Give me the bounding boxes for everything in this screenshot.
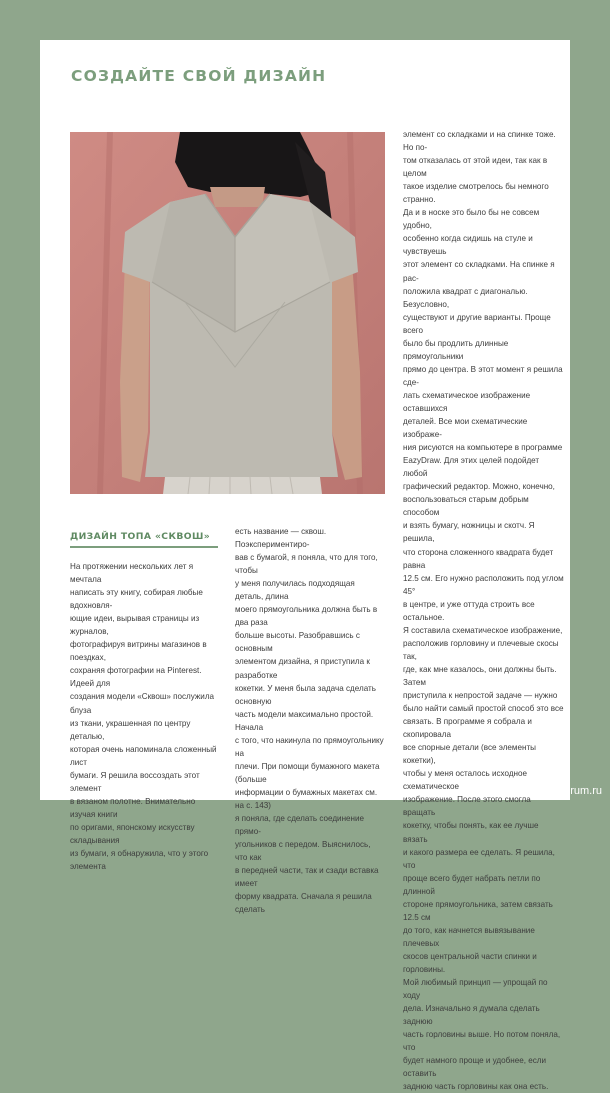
text-line: Я составила схематическое изображение, [403, 625, 563, 635]
text-line: и взять бумагу, ножницы и скотч. Я решила, [403, 521, 535, 544]
text-line: графический редактор. Можно, конечно, [403, 482, 555, 492]
text-line: угольников с передом. Выяснилось, что как [235, 840, 371, 863]
text-line: вав с бумагой, я поняла, что для того, чтобы [235, 553, 378, 576]
text-line: существуют и другие варианты. Проще всего [403, 312, 551, 335]
text-line: этот элемент со складками. На спинке я рас- [403, 260, 555, 283]
text-line: Мой любимый принцип — упрощай по ходу [403, 978, 548, 1001]
text-line: изображение. После этого смогла вращать [403, 795, 531, 818]
text-line: особенно когда сидишь на стуле и чувствуешь [403, 234, 533, 257]
text-line: стороне прямоугольника, затем связать 12.5 см [403, 899, 553, 922]
model-neck [210, 187, 265, 207]
text-line: есть название — сквош. Поэкспериментиро- [235, 527, 327, 550]
text-line: по оригами, японскому искусству складывания [70, 822, 195, 845]
text-line: На протяжении нескольких лет я мечтала [70, 562, 194, 585]
text-line: бумаги. Я решила воссоздать этот элемент [70, 770, 200, 793]
text-line: из бумаги, я обнаружила, что у этого элемента [70, 849, 209, 872]
text-line: с того, что накинула по прямоугольнику на [235, 735, 384, 758]
model-left-arm [120, 252, 150, 482]
text-line: информации о бумажных макетах см. на с. 143) [235, 787, 378, 810]
text-line: в центре, и уже оттуда строить все остальное. [403, 599, 535, 622]
text-line: часть горловины выше. Но потом поняла, что [403, 1030, 561, 1053]
text-line: деталей. Все мои схематические изображе- [403, 417, 528, 440]
text-line: создания модели «Сквош» послужила блуза [70, 692, 215, 715]
text-line: где, как мне казалось, они должны быть. Затем [403, 664, 557, 687]
model-skirt [163, 477, 322, 494]
text-line: дела. Изначально я думала сделать заднюю [403, 1004, 540, 1027]
section-subheading: ДИЗАЙН ТОПА «СКВОШ» [70, 531, 211, 542]
text-line: часть модели максимально простой. Начала [235, 709, 374, 732]
page-heading: СОЗДАЙТЕ СВОЙ ДИЗАЙН [71, 67, 327, 85]
text-line: ющие идеи, вырывая страницы из журналов, [70, 614, 200, 637]
text-line: том отказалась от этой идеи, так как в целом [403, 156, 548, 179]
text-line: из ткани, украшенная по центру деталью, [70, 718, 191, 741]
text-line: и какого размера ее сделать. Я решила, что [403, 847, 555, 870]
text-line: прямо до центра. В этот момент я решила сде- [403, 364, 563, 387]
text-line: больше высоты. Разобравшись с основным [235, 631, 360, 654]
text-line: было бы продлить длинные прямоугольники [403, 338, 509, 361]
text-line: заднюю часть горловины как она есть. [403, 1082, 549, 1092]
text-line: у меня получилась подходящая деталь, длина [235, 579, 355, 602]
text-line: положила квадрат с диагональю. Безусловно, [403, 286, 528, 309]
text-line: расположив горловину и плечевые скосы так, [403, 638, 559, 661]
text-line: скосов центральной части спинки и горловины. [403, 951, 537, 974]
text-line: плечи. При помощи бумажного макета (больше [235, 761, 380, 784]
magazine-page [40, 40, 570, 1092]
text-line: элементом дизайна, я приступила к разработке [235, 657, 370, 680]
text-line: лать схематическое изображение оставшихся [403, 390, 531, 413]
text-line: воспользоваться старым добрым способом [403, 495, 529, 518]
text-line: сохраняя фотографии на Pinterest. Идеей для [70, 666, 202, 689]
text-line: которая очень напоминала сложенный лист [70, 744, 217, 767]
model-photo [70, 132, 385, 494]
text-line: фотографируя витрины магазинов в поездках, [70, 640, 207, 663]
left-column [70, 560, 218, 873]
text-line: ния рисуются на компьютере в программе [403, 443, 563, 453]
text-line: будет намного проще и удобнее, если оставить [403, 1056, 547, 1079]
text-line: кокетки. У меня была задача сделать основную [235, 683, 376, 706]
text-line: я поняла, где сделать соединение прямо- [235, 814, 365, 837]
text-line: было найти самый простой способ это все [403, 704, 564, 714]
middle-column [235, 525, 385, 916]
text-line: кокетку, чтобы понять, как ее лучше вязать [403, 821, 539, 844]
text-line: написать эту книгу, собирая любые вдохновля- [70, 588, 203, 611]
text-line: все спорные детали (все элементы кокетки), [403, 743, 536, 766]
text-line: такое изделие смотрелось бы немного странно. [403, 182, 549, 205]
text-line: форму квадрата. Сначала я решила сделать [235, 892, 372, 915]
text-line: EazyDraw. Для этих целей подойдет любой [403, 456, 540, 479]
text-line: проще всего будет набрать петли по длинной [403, 873, 541, 896]
site-watermark: PassionForum.ru [518, 785, 602, 797]
text-line: Да и в носке это было бы не совсем удобно, [403, 208, 540, 231]
text-line: чтобы у меня осталось исходное схематическое [403, 769, 528, 792]
text-line: в вязаном полотне. Внимательно изучая книги [70, 796, 196, 819]
text-line: связать. В программе я собрала и скопировала [403, 717, 532, 740]
text-line: в передней части, так и сзади вставка имеет [235, 866, 379, 889]
text-line: приступила к непростой задаче — нужно [403, 691, 558, 701]
text-line: что сторона сложенного квадрата будет равна [403, 547, 554, 570]
subheading-underline [70, 546, 218, 548]
text-line: 12.5 см. Его нужно расположить под углом 45° [403, 573, 564, 596]
text-line: моего прямоугольника должна быть в два раза [235, 605, 378, 628]
right-column-top [403, 128, 565, 1093]
text-line: до того, как начнется вывязывание плечевых [403, 925, 535, 948]
text-line: элемент со складками и на спинке тоже. Но по- [403, 130, 556, 153]
